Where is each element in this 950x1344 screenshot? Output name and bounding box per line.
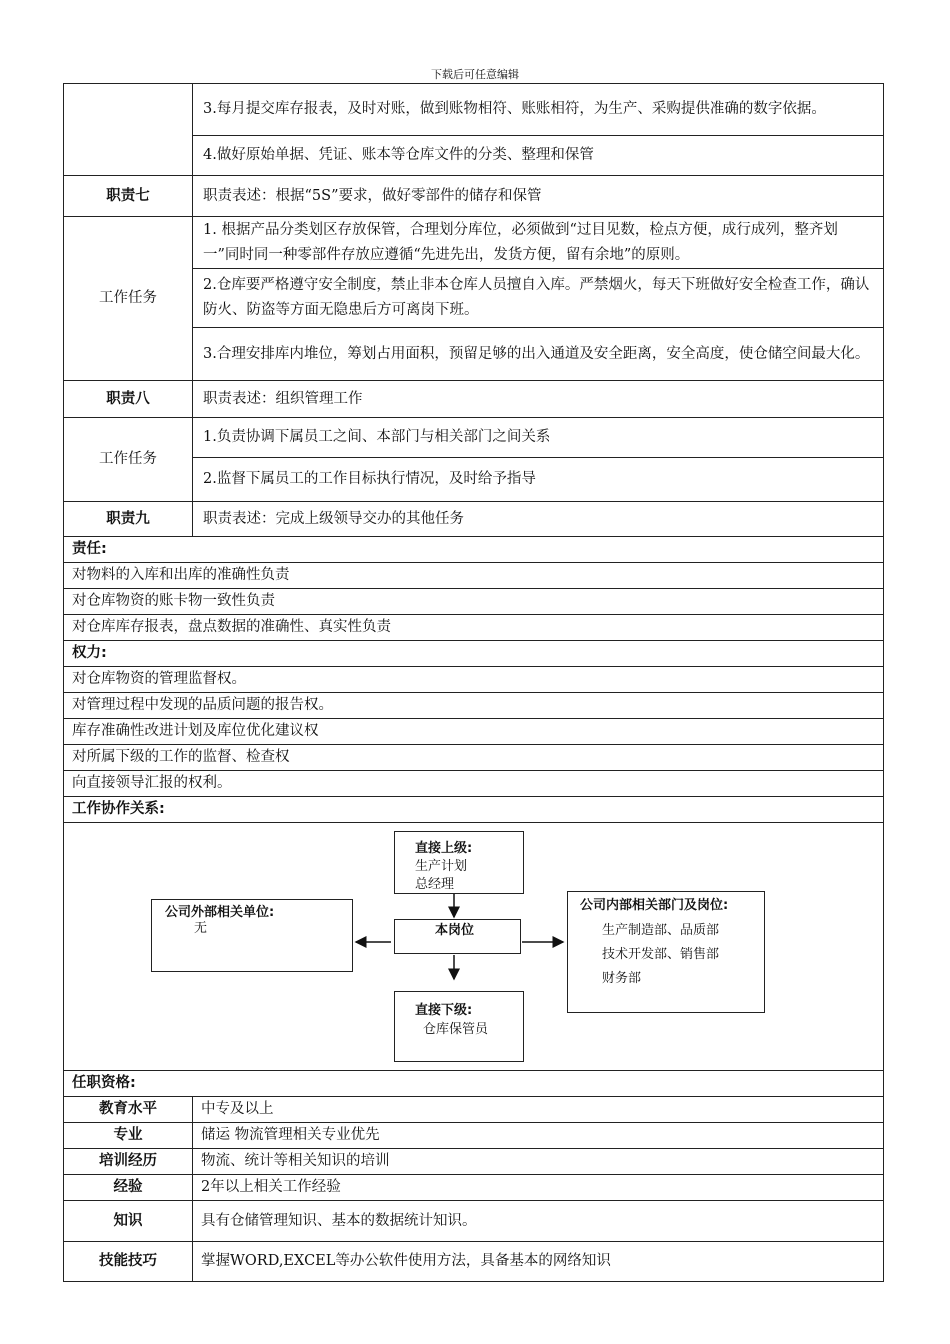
internal-title: 公司内部相关部门及岗位:: [580, 898, 729, 913]
duty9-row: [64, 502, 884, 537]
qualification-label: 知识: [64, 1201, 193, 1242]
qualification-label: 技能技巧: [64, 1242, 193, 1282]
task-text: 3.每月提交库存报表，及时对账，做到账物相符、账账相符，为生产、采购提供准确的数字依据。: [193, 84, 884, 136]
task-text: 4.做好原始单据、凭证、账本等仓库文件的分类、整理和保管: [193, 136, 884, 176]
internal-line: 生产制造部、品质部: [602, 923, 720, 938]
relations-diagram: [64, 823, 883, 1069]
authority-item: 对所属下级的工作的监督、检查权: [64, 745, 884, 771]
qualification-row: [64, 1175, 884, 1201]
duty9-label: 职责九: [64, 502, 193, 537]
qualification-row: [64, 1123, 884, 1149]
superior-line: 总经理: [415, 877, 455, 892]
superior-line: 生产计划: [415, 859, 468, 874]
self-box: [394, 919, 521, 954]
responsibility-title: 责任:: [64, 537, 884, 563]
responsibility-item: 对仓库库存报表，盘点数据的准确性、真实性负责: [64, 615, 884, 641]
authority-item: 对管理过程中发现的品质问题的报告权。: [64, 693, 884, 719]
blank-label-cell: [64, 84, 193, 176]
responsibility-item: 对仓库物资的账卡物一致性负责: [64, 589, 884, 615]
qualification-value: 储运 物流管理相关专业优先: [193, 1123, 884, 1149]
qualification-row: [64, 1242, 884, 1282]
internal-line: 财务部: [602, 971, 642, 986]
task-row: [64, 217, 884, 269]
subordinate-title: 直接下级:: [415, 1003, 473, 1018]
qualification-value: 2年以上相关工作经验: [193, 1175, 884, 1201]
qualifications-title: 任职资格:: [64, 1071, 884, 1097]
internal-box: [567, 891, 765, 1013]
superior-box: [394, 831, 524, 894]
task-row: [64, 84, 884, 136]
task-text: 2.仓库要严格遵守安全制度，禁止非本仓库人员擅自入库。严禁烟火，每天下班做好安全检查工作，确认防火、防盗等方面无隐患后方可离岗下班。: [193, 269, 884, 328]
qualification-row: [64, 1149, 884, 1175]
qualification-value: 掌握WORD,EXCEL等办公软件使用方法，具备基本的网络知识: [193, 1242, 884, 1282]
duty7-task-label: 工作任务: [64, 217, 193, 381]
internal-line: 技术开发部、销售部: [602, 947, 720, 962]
duty9-desc: 职责表述：完成上级领导交办的其他任务: [193, 502, 884, 537]
responsibility-item: 对物料的入库和出库的准确性负责: [64, 563, 884, 589]
task-row: [64, 418, 884, 458]
authority-item: 对仓库物资的管理监督权。: [64, 667, 884, 693]
task-text: 1. 根据产品分类划区存放保管，合理划分库位，必须做到“过目见数，检点方便，成行成列，整齐划一”同时同一种零部件存放应遵循“先进先出，发货方便，留有余地”的原则。: [193, 217, 884, 269]
qualification-label: 培训经历: [64, 1149, 193, 1175]
qualification-label: 教育水平: [64, 1097, 193, 1123]
relations-diagram-cell: [64, 823, 884, 1071]
job-description-table: [63, 83, 884, 1282]
qualification-label: 经验: [64, 1175, 193, 1201]
duty7-desc: 职责表述：根据“5S”要求，做好零部件的储存和保管: [193, 176, 884, 217]
task-text: 3.合理安排库内堆位，筹划占用面积，预留足够的出入通道及安全距离，安全高度，使仓储空间最大化。: [193, 328, 884, 381]
subordinate-value: 仓库保管员: [423, 1022, 489, 1037]
authority-title: 权力:: [64, 641, 884, 667]
duty8-desc: 职责表述：组织管理工作: [193, 381, 884, 418]
qualification-label: 专业: [64, 1123, 193, 1149]
qualification-value: 中专及以上: [193, 1097, 884, 1123]
page-header-note: 下载后可任意编辑: [431, 68, 519, 81]
duty7-label: 职责七: [64, 176, 193, 217]
external-box: [151, 899, 353, 972]
external-value: 无: [194, 921, 208, 936]
relations-title: 工作协作关系:: [64, 797, 884, 823]
task-text: 2.监督下属员工的工作目标执行情况，及时给予指导: [193, 458, 884, 502]
duty8-row: [64, 381, 884, 418]
qualification-value: 物流、统计等相关知识的培训: [193, 1149, 884, 1175]
authority-item: 向直接领导汇报的权利。: [64, 771, 884, 797]
authority-item: 库存准确性改进计划及库位优化建议权: [64, 719, 884, 745]
self-title: 本岗位: [435, 923, 475, 938]
qualification-row: [64, 1201, 884, 1242]
task-text: 1.负责协调下属员工之间、本部门与相关部门之间关系: [193, 418, 884, 458]
external-title: 公司外部相关单位:: [165, 905, 275, 920]
qualification-value: 具有仓储管理知识、基本的数据统计知识。: [193, 1201, 884, 1242]
subordinate-box: [394, 991, 524, 1062]
qualification-row: [64, 1097, 884, 1123]
duty8-task-label: 工作任务: [64, 418, 193, 502]
duty7-row: [64, 176, 884, 217]
superior-title: 直接上级:: [415, 841, 473, 856]
duty8-label: 职责八: [64, 381, 193, 418]
